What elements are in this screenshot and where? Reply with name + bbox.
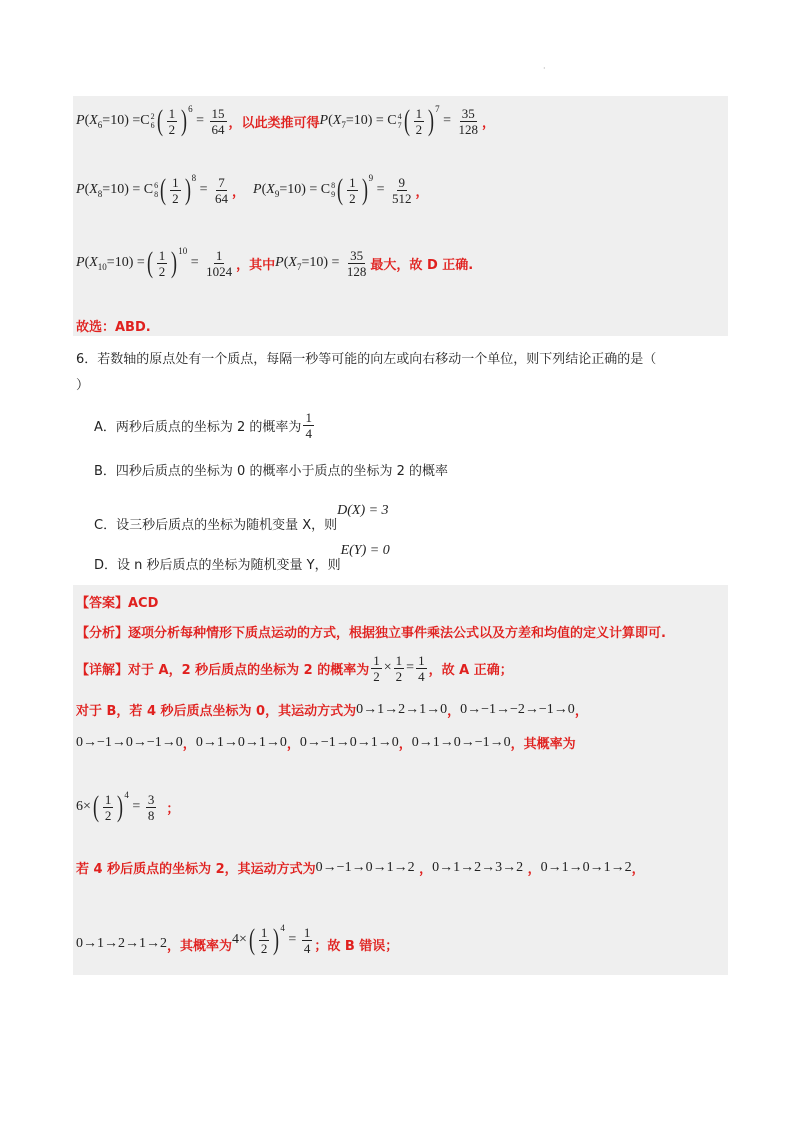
option-d: D．设 n 秒后质点的坐标为随机变量 Y，则 E(Y) = 0 xyxy=(94,542,390,573)
question6-stem-line1: 6．若数轴的原点处有一个质点，每隔一秒等可能的向左或向右移动一个单位，则下列结论正确的是（ xyxy=(76,352,657,367)
prob-six-times: 6× ( $\frac{1}{2}$ ) $^4$ = $\frac{3}{8}$ ； xyxy=(76,790,180,823)
solution-block-bottom xyxy=(73,585,728,975)
formula-p-x9: P ( X 9 =10) = C 8 9 ( $\frac{1}{2}$ ) $^9$ = $\frac{9}{512}$ xyxy=(253,173,412,206)
answer-acd: 【答案】ACD xyxy=(76,596,159,611)
comma: ， xyxy=(232,184,246,200)
question6-stem-line2: ） xyxy=(76,378,90,393)
b-paths-line4: 0→1→2→1→2 ，其概率为 4× ( $\frac{1}{2}$ ) $^4$ = $\frac{1}{4}$ ；故 B 错误； xyxy=(76,923,399,956)
text-infer: ，以此类推可得 xyxy=(228,115,320,131)
comma: ， xyxy=(482,115,496,131)
formula-line-x10 xyxy=(76,243,473,283)
formula-half-times-half: $\frac{1}{2}$ × $\frac{1}{2}$ = $\frac{1}{4}$ xyxy=(373,652,425,684)
formula-p-x7: P ( X 7 =10) = C 4 7 ( $\frac{1}{2}$ ) $^7$ = $\frac{35}{128}$ xyxy=(319,104,479,137)
formula-p-x6: P ( X 6 =10 ) = C 2 6 ( $\frac{1}{2}$ ) $^6$ = $\frac{15}{64}$ xyxy=(76,104,225,137)
option-c: C．设三秒后质点的坐标为随机变量 X，则 D(X) = 3 xyxy=(94,502,389,533)
formula-p-x10: P ( X 10 =10) = ( $\frac{1}{2}$ ) $^{10}$ = $\frac{1}{1024}$ xyxy=(76,246,233,279)
b-paths-line3: 若 4 秒后质点的坐标为 2，其运动方式为 0→−1→0→1→2 ， 0→1→2→3→2 ， 0→1→0→1→2 ， xyxy=(76,859,645,877)
formula-p-x8: P ( X 8 =10) = C 6 8 ( $\frac{1}{2}$ ) $^8$ = $\frac{7}{64}$ xyxy=(76,173,228,206)
b-paths-line1: 对于 B，若 4 秒后质点坐标为 0，其运动方式为 0→1→2→1→0 ， 0→−1→−2→−1→0 ， xyxy=(76,701,588,719)
answer-abd: 故选：ABD. xyxy=(76,320,151,335)
formula-line-x8-x9 xyxy=(76,170,429,210)
option-a: A．两秒后质点的坐标为 2 的概率为 $\frac{1}{4}$ xyxy=(94,409,312,441)
page-marker: · xyxy=(543,64,546,73)
text-max: 最大，故 D 正确. xyxy=(370,257,474,273)
option-b: B．四秒后质点的坐标为 0 的概率小于质点的坐标为 2 的概率 xyxy=(94,464,448,479)
b-paths-line2: 0→−1→0→−1→0 ， 0→1→0→1→0 ， 0→−1→0→1→0 ， 0→1→0→−1→0 ，其概率为 xyxy=(76,734,576,752)
formula-p-x7-max: P ( X 7 =10) = $\frac{35}{128}$ xyxy=(275,247,367,279)
formula-line-x6-x7 xyxy=(76,101,495,141)
text-among: ，其中 xyxy=(236,257,276,273)
comma: ， xyxy=(415,184,429,200)
detail-a: 【详解】对于 A，2 秒后质点的坐标为 2 的概率为 $\frac{1}{2}$ × $\frac{1}{2}$ = $\frac{1}{4}$ ，故 A 正确； xyxy=(76,652,513,684)
analysis: 【分析】逐项分析每种情形下质点运动的方式，根据独立事件乘法公式以及方差和均值的定义计算即可. xyxy=(76,626,666,641)
